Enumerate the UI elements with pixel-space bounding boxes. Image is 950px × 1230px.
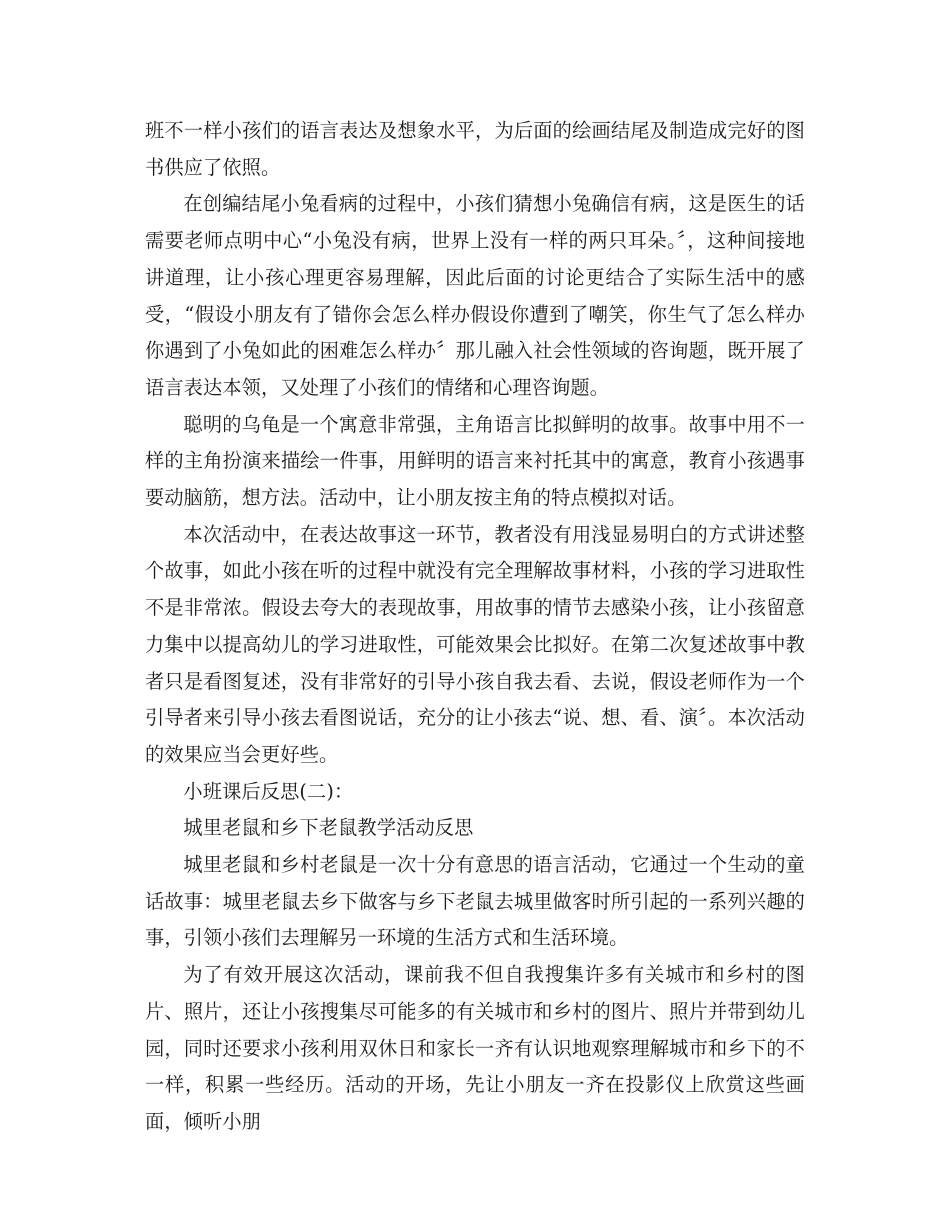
paragraph-clever-turtle: 聪明的乌龟是一个寓意非常强，主角语言比拟鲜明的故事。故事中用不一样的主角扮演来描绘一件事，用鲜明的语言来衬托其中的寓意，教育小孩遇事要动脑筋，想方法。活动中，让小朋友按主角的特点模拟对话。 [145, 412, 805, 510]
section-heading: 小班课后反思(二)： [183, 779, 354, 803]
paragraph-rabbit-ending: 在创编结尾小兔看病的过程中，小孩们猜想小兔确信有病，这是医生的话需要老师点明中心“小兔没有病，世界上没有一样的两只耳朵。〞，这种间接地讲道理，让小孩心理更容易理解，因此后面的讨论更结合了实际生活中的感受，“假设小朋友有了错你会怎么样办假设你遭到了嘲笑，你生气了怎么样办你遇到了小兔如此的困难怎么样办〞那儿融入社会性领域的咨询题，既开展了语言表达本领，又处理了小孩们的情绪和心理咨询题。 [145, 192, 805, 399]
paragraph-continuation: 班不一样小孩们的语言表达及想象水平，为后面的绘画结尾及制造成完好的图书供应了依照。 [145, 119, 805, 179]
paragraph-activity-review: 本次活动中，在表达故事这一环节，教者没有用浅显易明白的方式讲述整个故事，如此小孩在听的过程中就没有完全理解故事材料，小孩的学习进取性不是非常浓。假设去夸大的表现故事，用故事的情节去感染小孩，让小孩留意力集中以提高幼儿的学习进取性，可能效果会比拟好。在第二次复述故事中教者只是看图复述，没有非常好的引导小孩自我去看、去说，假设老师作为一个引导者来引导小孩去看图说话，充分的让小孩去“说、想、看、演〞。本次活动的效果应当会更好些。 [145, 522, 805, 766]
section-subtitle: 城里老鼠和乡下老鼠教学活动反思 [183, 816, 474, 840]
paragraph-mice-intro: 城里老鼠和乡村老鼠是一次十分有意思的语言活动，它通过一个生动的童话故事：城里老鼠去乡下做客与乡下老鼠去城里做客时所引起的一系列兴趣的事，引领小孩们去理解另一环境的生活方式和生活环境。 [145, 853, 805, 950]
paragraph-mice-preparation: 为了有效开展这次活动，课前我不但自我搜集许多有关城市和乡村的图片、照片，还让小孩搜集尽可能多的有关城市和乡村的图片、照片并带到幼儿园，同时还要求小孩利用双休日和家长一齐有认识地观察理解城市和乡下的不一样，积累一些经历。活动的开场，先让小朋友一齐在投影仪上欣赏这些画面，倾听小朋 [145, 963, 805, 1133]
document-body [145, 113, 805, 1141]
